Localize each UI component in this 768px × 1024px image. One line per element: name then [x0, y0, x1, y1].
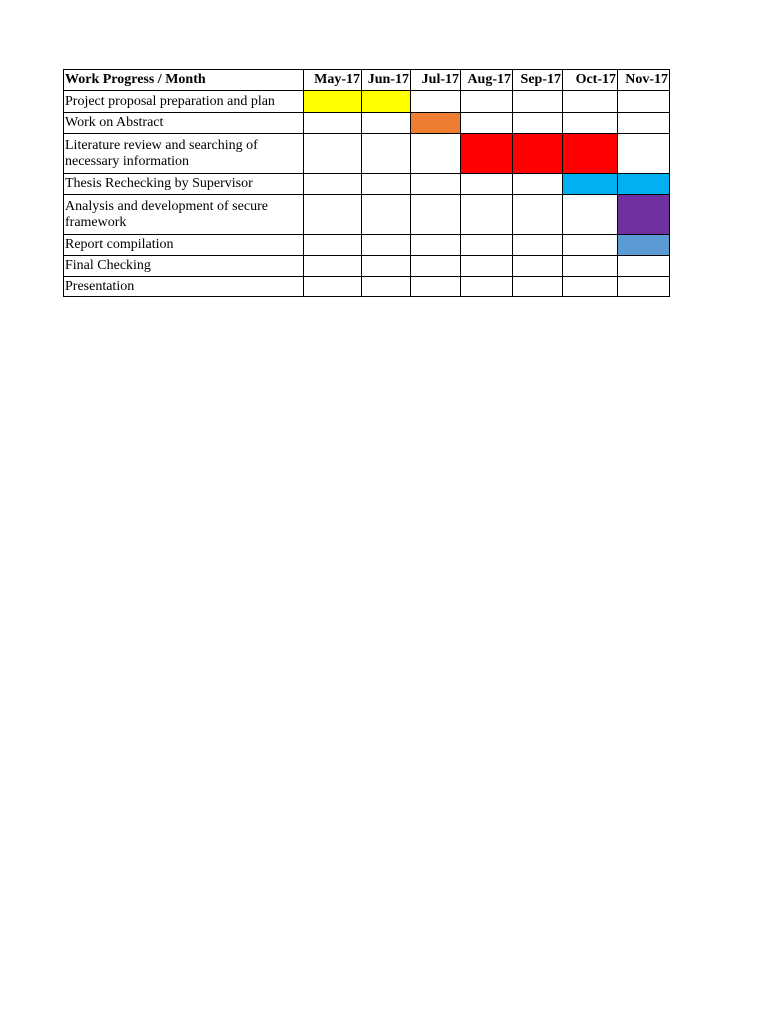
month-cell — [461, 256, 513, 277]
month-cell — [362, 195, 411, 235]
month-header: Oct-17 — [563, 70, 618, 91]
month-cell — [618, 134, 670, 174]
filled-month-cell — [513, 134, 563, 174]
filled-month-cell — [304, 91, 362, 113]
month-header: Aug-17 — [461, 70, 513, 91]
filled-month-cell — [618, 195, 670, 235]
month-cell — [304, 256, 362, 277]
table-row — [64, 195, 670, 235]
month-header: May-17 — [304, 70, 362, 91]
month-cell — [411, 235, 461, 256]
month-cell — [563, 256, 618, 277]
month-cell — [618, 113, 670, 134]
table-row — [64, 91, 670, 113]
month-cell — [513, 113, 563, 134]
month-cell — [513, 235, 563, 256]
filled-month-cell — [618, 174, 670, 195]
table-row — [64, 256, 670, 277]
table-row — [64, 134, 670, 174]
filled-month-cell — [563, 134, 618, 174]
month-cell — [513, 256, 563, 277]
table-row — [64, 235, 670, 256]
month-cell — [513, 195, 563, 235]
month-cell — [304, 134, 362, 174]
month-cell — [513, 277, 563, 297]
month-cell — [563, 195, 618, 235]
filled-month-cell — [563, 174, 618, 195]
month-cell — [461, 113, 513, 134]
month-header: Jun-17 — [362, 70, 411, 91]
month-cell — [304, 195, 362, 235]
month-cell — [411, 134, 461, 174]
month-cell — [411, 174, 461, 195]
table-row — [64, 174, 670, 195]
table-row — [64, 113, 670, 134]
month-cell — [411, 91, 461, 113]
filled-month-cell — [362, 91, 411, 113]
table-row — [64, 277, 670, 297]
month-cell — [563, 113, 618, 134]
month-cell — [461, 174, 513, 195]
month-cell — [461, 277, 513, 297]
month-header: Sep-17 — [513, 70, 563, 91]
month-cell — [461, 235, 513, 256]
month-cell — [461, 195, 513, 235]
month-header: Nov-17 — [618, 70, 670, 91]
task-label: Analysis and development of secure framework — [64, 195, 304, 235]
month-cell — [513, 174, 563, 195]
month-cell — [362, 134, 411, 174]
month-header: Jul-17 — [411, 70, 461, 91]
gantt-table — [63, 69, 670, 297]
month-cell — [411, 195, 461, 235]
month-cell — [362, 113, 411, 134]
month-cell — [618, 256, 670, 277]
header-row — [64, 70, 670, 91]
task-label: Thesis Rechecking by Supervisor — [64, 174, 304, 195]
month-cell — [618, 277, 670, 297]
month-cell — [563, 235, 618, 256]
month-cell — [304, 113, 362, 134]
month-cell — [362, 235, 411, 256]
task-label: Report compilation — [64, 235, 304, 256]
month-cell — [362, 256, 411, 277]
month-cell — [411, 256, 461, 277]
month-cell — [513, 91, 563, 113]
task-label: Project proposal preparation and plan — [64, 91, 304, 113]
month-cell — [618, 91, 670, 113]
month-cell — [304, 174, 362, 195]
task-label: Presentation — [64, 277, 304, 297]
task-label: Work on Abstract — [64, 113, 304, 134]
month-cell — [304, 235, 362, 256]
filled-month-cell — [461, 134, 513, 174]
filled-month-cell — [618, 235, 670, 256]
month-cell — [362, 174, 411, 195]
task-label: Final Checking — [64, 256, 304, 277]
gantt-body — [64, 91, 670, 297]
month-cell — [304, 277, 362, 297]
month-cell — [411, 277, 461, 297]
month-cell — [563, 91, 618, 113]
month-cell — [563, 277, 618, 297]
month-cell — [362, 277, 411, 297]
header-task-label: Work Progress / Month — [64, 70, 304, 91]
task-label: Literature review and searching of necessary information — [64, 134, 304, 174]
month-cell — [461, 91, 513, 113]
filled-month-cell — [411, 113, 461, 134]
